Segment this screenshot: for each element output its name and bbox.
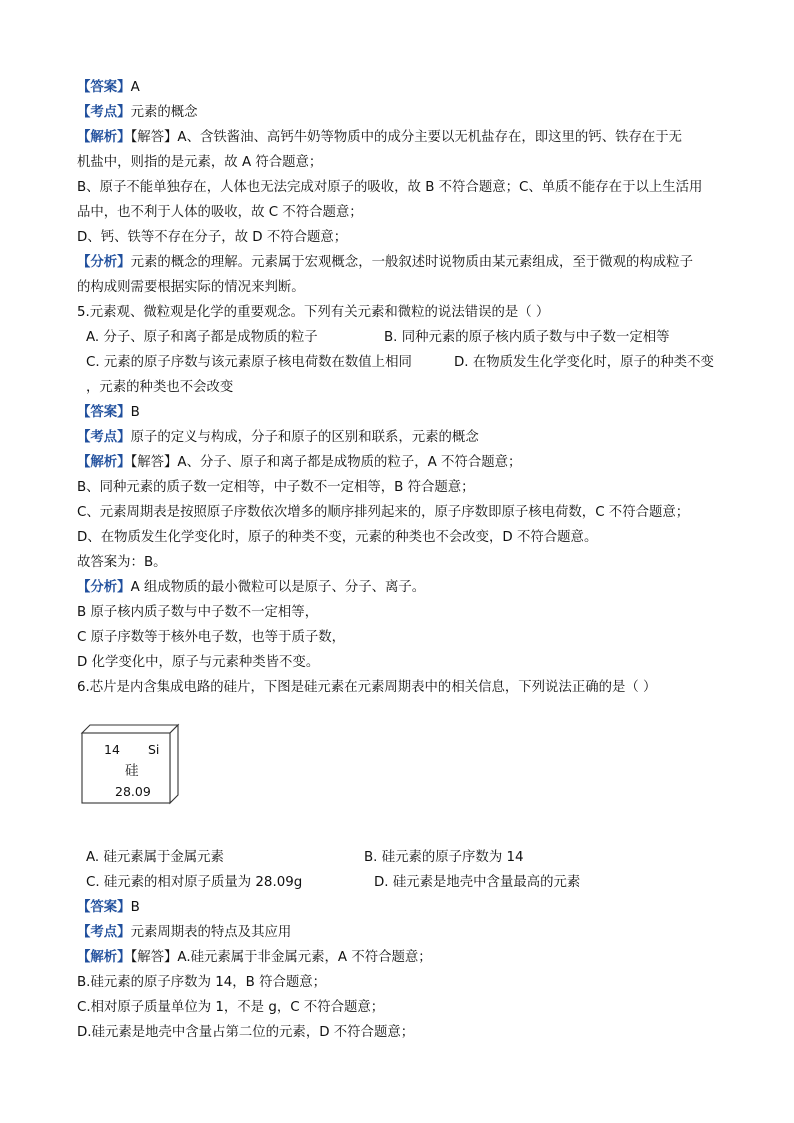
point-tag: 【考点】: [77, 430, 131, 445]
analysis-text: 元素的概念的理解。元素属于宏观概念，一般叙述时说物质由某元素组成，至于微观的构成粒子: [130, 255, 693, 270]
point-line: [77, 431, 479, 444]
point-line: [77, 106, 198, 119]
element-symbol: Si: [148, 742, 160, 757]
point-tag: 【考点】: [77, 105, 131, 120]
explain-line: 品中，也不利于人体的吸收，故 C 不符合题意；: [77, 205, 363, 220]
option-d-continued: ，元素的种类也不会改变: [86, 380, 234, 395]
answer-tag: 【答案】: [77, 900, 131, 915]
explain-text: 【解答】A.硅元素属于非金属元素，A 不符合题意；: [130, 950, 432, 965]
explain-line: C、元素周期表是按照原子序数依次增多的顺序排列起来的，原子序数即原子核电荷数，C 不符合题意；: [77, 505, 690, 520]
option-a: A. 硅元素属于金属元素: [86, 850, 224, 865]
explain-text: 【解答】A、分子、原子和离子都是成物质的粒子，A 不符合题意；: [130, 455, 522, 470]
atomic-number: 14: [104, 742, 120, 757]
element-name: 硅: [125, 763, 139, 779]
analysis-line: B 原子核内质子数与中子数不一定相等，: [77, 605, 319, 620]
point-line: [77, 926, 291, 939]
analysis-line: 的构成则需要根据实际的情况来判断。: [77, 280, 305, 295]
analysis-text: A 组成物质的最小微粒可以是原子、分子、离子。: [130, 580, 426, 595]
explain-line: [77, 131, 682, 144]
explain-line: D、钙、铁等不存在分子，故 D 不符合题意；: [77, 230, 348, 245]
answer-line: [77, 901, 140, 914]
answer-tag: 【答案】: [77, 80, 131, 95]
explain-line: [77, 951, 432, 964]
point-value: 原子的定义与构成，分子和原子的区别和联系，元素的概念: [130, 430, 479, 445]
explain-tag: 【解析】: [77, 130, 131, 145]
explain-line: B、原子不能单独存在，人体也无法完成对原子的吸收，故 B 不符合题意；C、单质不能存在于以上生活用: [77, 180, 703, 195]
explain-line: B.硅元素的原子序数为 14，B 符合题意；: [77, 975, 327, 990]
answer-value: B: [130, 900, 140, 915]
option-a: A. 分子、原子和离子都是成物质的粒子: [86, 330, 318, 345]
periodic-table-cell: [82, 725, 178, 797]
explain-line: B、同种元素的质子数一定相等，中子数不一定相等，B 符合题意；: [77, 480, 475, 495]
explain-line: D、在物质发生化学变化时，原子的种类不变，元素的种类也不会改变，D 不符合题意。: [77, 530, 598, 545]
explain-tag: 【解析】: [77, 950, 131, 965]
explain-tag: 【解析】: [77, 455, 131, 470]
atomic-mass: 28.09: [115, 784, 151, 799]
question-stem: 6.芯片是内含集成电路的硅片，下图是硅元素在元素周期表中的相关信息，下列说法正确的是（ ）: [77, 680, 657, 695]
option-d: D. 在物质发生化学变化时，原子的种类不变: [454, 355, 714, 370]
option-c: C. 硅元素的相对原子质量为 28.09g: [86, 875, 303, 890]
final-answer: 故答案为：B。: [77, 555, 167, 570]
explain-text: 【解答】A、含铁酱油、高钙牛奶等物质中的成分主要以无机盐存在，即这里的钙、铁存在于无: [130, 130, 683, 145]
analysis-line: [77, 256, 693, 269]
analysis-tag: 【分析】: [77, 255, 131, 270]
option-b: B. 硅元素的原子序数为 14: [364, 850, 524, 865]
point-tag: 【考点】: [77, 925, 131, 940]
explain-line: C.相对原子质量单位为 1，不是 g，C 不符合题意；: [77, 1000, 385, 1015]
explain-line: [77, 456, 521, 469]
answer-line: [77, 81, 140, 94]
question-stem: 5.元素观、微粒观是化学的重要观念。下列有关元素和微粒的说法错误的是（ ）: [77, 305, 550, 320]
answer-value: B: [130, 405, 140, 420]
point-value: 元素的概念: [130, 105, 198, 120]
answer-tag: 【答案】: [77, 405, 131, 420]
point-value: 元素周期表的特点及其应用: [130, 925, 292, 940]
explain-line: D.硅元素是地壳中含量占第二位的元素，D 不符合题意；: [77, 1025, 415, 1040]
option-b: B. 同种元素的原子核内质子数与中子数一定相等: [384, 330, 670, 345]
analysis-tag: 【分析】: [77, 580, 131, 595]
analysis-line: C 原子序数等于核外电子数，也等于质子数，: [77, 630, 346, 645]
analysis-line: D 化学变化中，原子与元素种类皆不变。: [77, 655, 320, 670]
answer-line: [77, 406, 140, 419]
answer-value: A: [130, 80, 140, 95]
explain-line: 机盐中，则指的是元素，故 A 符合题意；: [77, 155, 323, 170]
option-d: D. 硅元素是地壳中含量最高的元素: [374, 875, 581, 890]
option-c: C. 元素的原子序数与该元素原子核电荷数在数值上相同: [86, 355, 412, 370]
analysis-line: [77, 581, 425, 594]
